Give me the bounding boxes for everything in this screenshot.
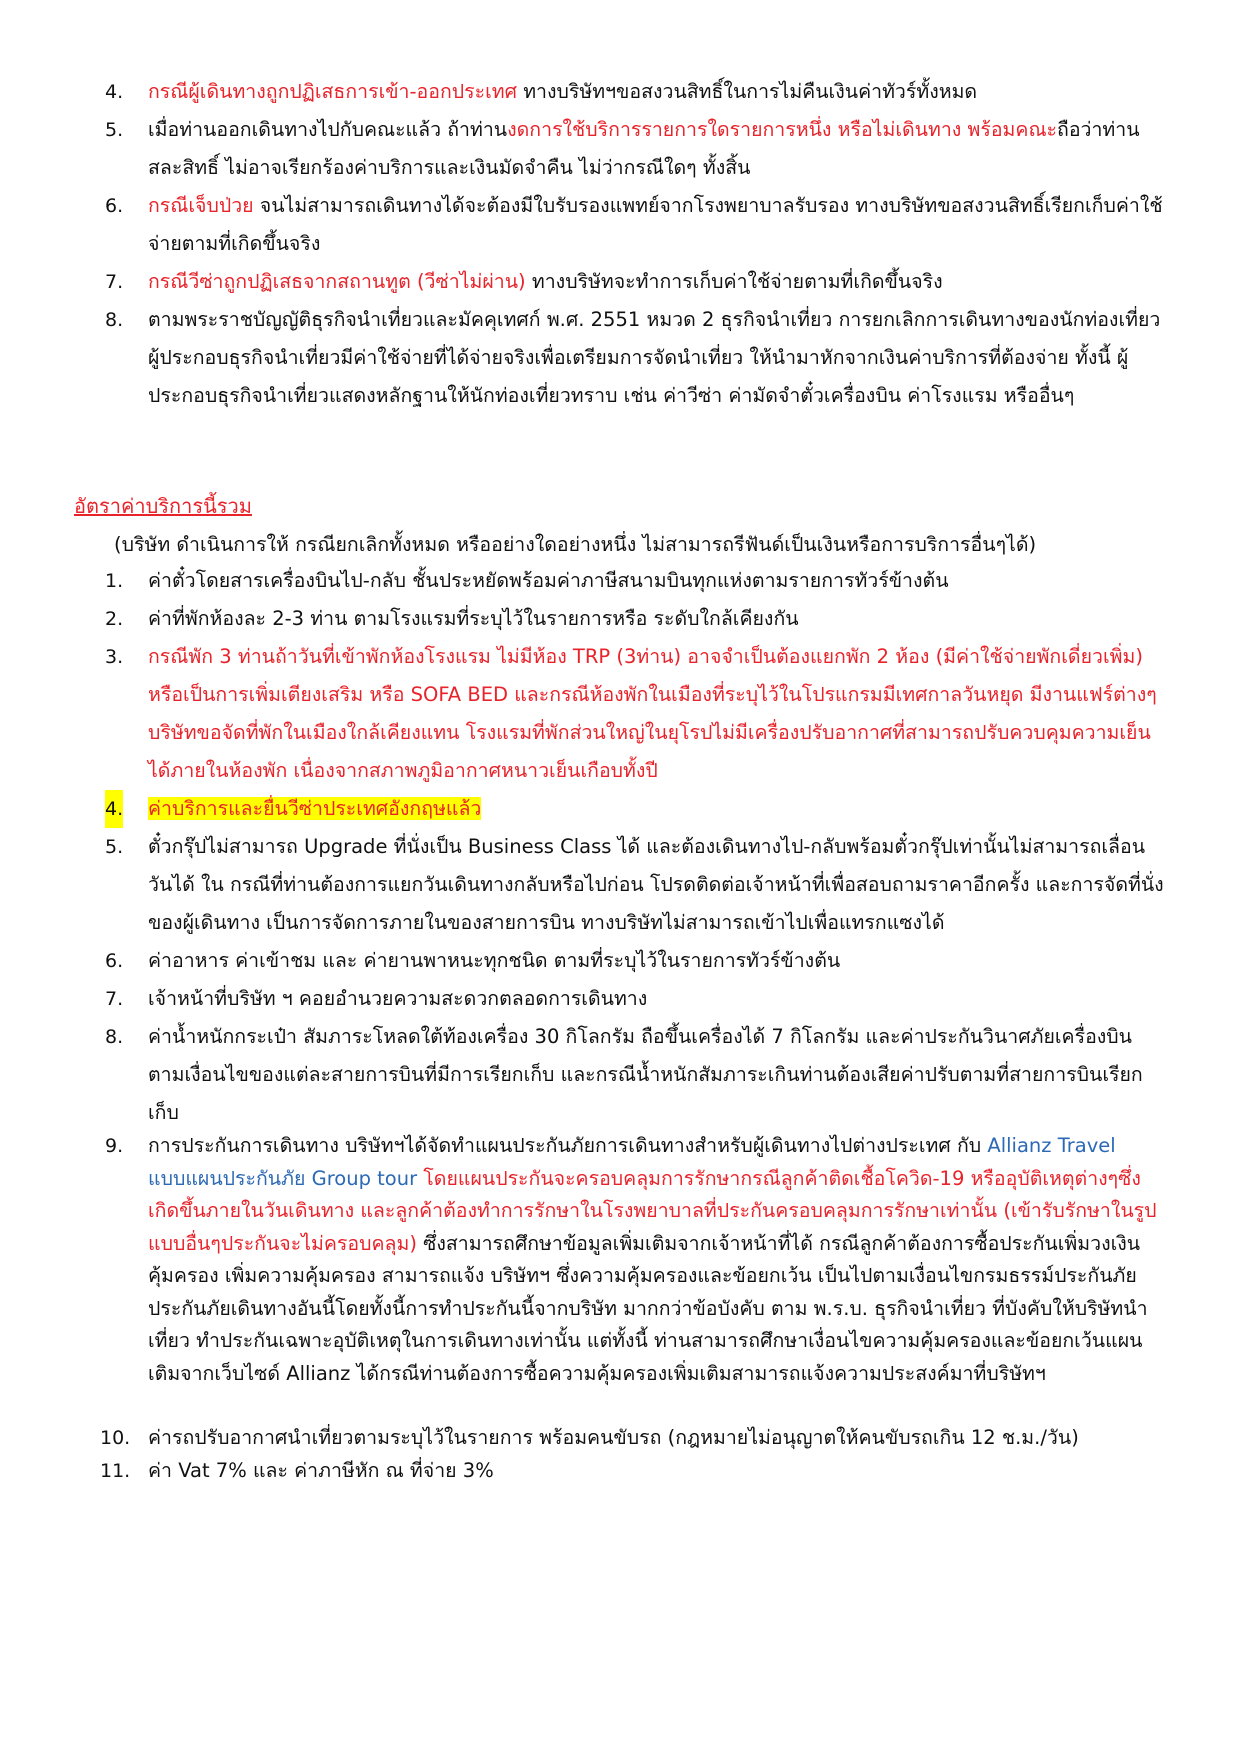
section-note: (บริษัท ดำเนินการให้ กรณียกเลิกทั้งหมด หรืออย่างใดอย่างหนึ่ง ไม่สามารถรีฟันด์เป็นเงินหรือการบริการอื่นๆได้) bbox=[114, 533, 1037, 556]
item-number: 4. bbox=[105, 81, 124, 103]
item-number: 6. bbox=[105, 950, 124, 972]
item-number: 5. bbox=[105, 836, 124, 858]
item-number: 10. bbox=[100, 1427, 131, 1449]
item-number: 9. bbox=[105, 1135, 124, 1157]
list-item bbox=[0, 942, 1241, 980]
item-number: 7. bbox=[105, 271, 124, 293]
item-number: 8. bbox=[105, 309, 124, 331]
item-number: 7. bbox=[105, 988, 124, 1010]
item-number: 8. bbox=[105, 1026, 124, 1048]
item-text: กรณีวีซ่าถูกปฏิเสธจากสถานทูต (วีซ่าไม่ผ่าน) ทางบริษัทจะทำการเก็บค่าใช้จ่ายตามที่เกิดขึ้นจริง bbox=[148, 270, 943, 293]
list-item bbox=[0, 111, 1241, 187]
section-heading: อัตราค่าบริการนี้รวม bbox=[74, 494, 252, 518]
item-text: ค่าที่พักห้องละ 2-3 ท่าน ตามโรงแรมที่ระบุไว้ในรายการหรือ ระดับใกล้เคียงกัน bbox=[148, 607, 799, 630]
item-text: กรณีพัก 3 ท่านถ้าวันที่เข้าพักห้องโรงแรม ไม่มีห้อง TRP (3ท่าน) อาจจำเป็นต้องแยกพัก 2 ห้อง (มีค่าใช้จ่ายพักเดี่ยวเพิ่ม) หรือเป็นการเพิ่มเตียงเสริม หรือ SOFA BED และกรณีห้องพักในเมืองที่ระบุไว้ในโปรแกรมมีเทศกาลวันหยุด มีงานแฟร์ต่างๆ บริษัทขอจัดที่พักในเมืองใกล้เคียงแทน โรงแรมที่พักส่วนใหญ่ในยุโรปไม่มีเครื่องปรับอากาศที่สามารถปรับควบคุมความเย็นได้ภายในห้องพัก เนื่องจากสภาพภูมิอากาศหนาวเย็นเกือบทั้งปี bbox=[148, 645, 1157, 782]
highlighted-text: ค่าบริการและยื่นวีซ่าประเทศอังกฤษแล้ว bbox=[148, 797, 482, 820]
list-item bbox=[0, 638, 1241, 790]
list-item bbox=[0, 980, 1241, 1018]
item-text: ค่าน้ำหนักกระเป๋า สัมภาระโหลดใต้ท้องเครื่อง 30 กิโลกรัม ถือขึ้นเครื่องได้ 7 กิโลกรัม และค่าประกันวินาศภัยเครื่องบินตามเงื่อนไขของแต่ละสายการบินที่มีการเรียกเก็บ และกรณีน้ำหนักสัมภาระเกินท่านต้องเสียค่าปรับตามที่สายการบินเรียกเก็บ bbox=[148, 1025, 1143, 1124]
item-text: ค่าตั๋วโดยสารเครื่องบินไป-กลับ ชั้นประหยัดพร้อมค่าภาษีสนามบินทุกแห่งตามรายการทัวร์ข้างต้น bbox=[148, 569, 949, 592]
item-text: ตั๋วกรุ๊ปไม่สามารถ Upgrade ที่นั่งเป็น Business Class ได้ และต้องเดินทางไป-กลับพร้อมตั๋วกรุ๊ปเท่านั้นไม่สามารถเลื่อนวันได้ ใน กรณีที่ท่านต้องการแยกวันเดินทางกลับหรือไปก่อน โปรดติดต่อเจ้าหน้าที่เพื่อสอบถามราคาอีกครั้ง และการจัดที่นั่งของผู้เดินทาง เป็นการจัดการภายในของสายการบิน ทางบริษัทไม่สามารถเข้าไปเพื่อแทรกแซงได้ bbox=[148, 835, 1164, 934]
included-list bbox=[0, 562, 1241, 1132]
item-number: 2. bbox=[105, 608, 124, 630]
item-text: ค่าอาหาร ค่าเข้าชม และ ค่ายานพาหนะทุกชนิด ตามที่ระบุไว้ในรายการทัวร์ข้างต้น bbox=[148, 949, 841, 972]
item-number: 4. bbox=[105, 790, 123, 828]
item-number: 6. bbox=[105, 195, 124, 217]
item-number: 11. bbox=[100, 1460, 131, 1482]
list-item bbox=[0, 1455, 1241, 1488]
item-text: เมื่อท่านออกเดินทางไปกับคณะแล้ว ถ้าท่านงดการใช้บริการรายการใดรายการหนึ่ง หรือไม่เดินทาง พร้อมคณะถือว่าท่านสละสิทธิ์ ไม่อาจเรียกร้องค่าบริการและเงินมัดจำคืน ไม่ว่ากรณีใดๆ ทั้งสิ้น bbox=[148, 118, 1140, 179]
list-item bbox=[0, 187, 1241, 263]
list-item bbox=[0, 562, 1241, 600]
item-text: กรณีเจ็บป่วย จนไม่สามารถเดินทางได้จะต้องมีใบรับรองแพทย์จากโรงพยาบาลรับรอง ทางบริษัทขอสงวนสิทธิ์เรียกเก็บค่าใช้จ่ายตามที่เกิดขึ้นจริง bbox=[148, 194, 1163, 255]
item-number: 3. bbox=[105, 646, 124, 668]
item-text: ค่ารถปรับอากาศนำเที่ยวตามระบุไว้ในรายการ พร้อมคนขับรถ (กฎหมายไม่อนุญาตให้คนขับรถเกิน 12 ช.ม./วัน) bbox=[148, 1426, 1079, 1449]
conditions-list bbox=[0, 73, 1241, 453]
list-item bbox=[0, 828, 1241, 942]
insurer-link: Allianz Travel แบบแผนประกันภัย Group tour bbox=[148, 1134, 1116, 1190]
item-text: การประกันการเดินทาง บริษัทฯได้จัดทำแผนประกันภัยการเดินทางสำหรับผู้เดินทางไปต่างประเทศ กับ Allianz Travel แบบแผนประกันภัย Group tour โดยแผนประกันจะครอบคลุมการรักษากรณีลูกค้าติดเชื้อโควิด-19 หรืออุบัติเหตุต่างๆซึ่งเกิดขึ้นภายในวันเดินทาง และลูกค้าต้องทำการรักษาในโรงพยาบาลที่ประกันครอบคลุมการรักษาเท่านั้น (เข้ารับรักษาในรูปแบบอื่นๆประกันจะไม่ครอบคลุม) ซึ่งสามารถศึกษาข้อมูลเพิ่มเติมจากเจ้าหน้าที่ได้ กรณีลูกค้าต้องการซื้อประกันเพิ่มวงเงินคุ้มครอง เพิ่มความคุ้มครอง สามารถแจ้ง บริษัทฯ ซึ่งความคุ้มครองและข้อยกเว้น เป็นไปตามเงื่อนไขกรมธรรม์ประกันภัย ประกันภัยเดินทางอันนี้โดยทั้งนี้การทำประกันนี้จากบริษัท มากกว่าข้อบังคับ ตาม พ.ร.บ. ธุรกิจนำเที่ยว ที่บังคับให้บริษัทนำเที่ยว ทำประกันเฉพาะอุบัติเหตุในการเดินทางเท่านั้น แต่ทั้งนี้ ท่านสามารถศึกษาเงื่อนไขความคุ้มครองและข้อยกเว้นแผนเติมจากเว็บไซด์ Allianz ได้กรณีท่านต้องการซื้อความคุ้มครองเพิ่มเติมสามารถแจ้งความประสงค์มาที่บริษัทฯ bbox=[148, 1134, 1157, 1385]
item-number: 5. bbox=[105, 119, 124, 141]
list-item bbox=[0, 1018, 1241, 1132]
included-list-continued bbox=[0, 1130, 1241, 1488]
list-item bbox=[0, 1130, 1241, 1422]
item-text: ค่า Vat 7% และ ค่าภาษีหัก ณ ที่จ่าย 3% bbox=[148, 1459, 494, 1482]
list-item bbox=[0, 600, 1241, 638]
list-item bbox=[0, 1422, 1241, 1455]
list-item bbox=[0, 73, 1241, 111]
item-text: ตามพระราชบัญญัติธุรกิจนำเที่ยวและมัคคุเทศก์ พ.ศ. 2551 หมวด 2 ธุรกิจนำเที่ยว การยกเลิกการเดินทางของนักท่องเที่ยว ผู้ประกอบธุรกิจนำเที่ยวมีค่าใช้จ่ายที่ได้จ่ายจริงเพื่อเตรียมการจัดนำเที่ยว ให้นำมาหักจากเงินค่าบริการที่ต้องจ่าย ทั้งนี้ ผู้ประกอบธุรกิจนำเที่ยวแสดงหลักฐานให้นักท่องเที่ยวทราบ เช่น ค่าวีซ่า ค่ามัดจำตั๋วเครื่องบิน ค่าโรงแรม หรืออื่นๆ bbox=[148, 308, 1161, 407]
item-text: เจ้าหน้าที่บริษัท ฯ คอยอำนวยความสะดวกตลอดการเดินทาง bbox=[148, 987, 648, 1010]
list-item bbox=[0, 790, 1241, 828]
item-number: 1. bbox=[105, 570, 124, 592]
list-item bbox=[0, 263, 1241, 301]
item-text: กรณีผู้เดินทางถูกปฏิเสธการเข้า-ออกประเทศ ทางบริษัทฯขอสงวนสิทธิ์ในการไม่คืนเงินค่าทัวร์ทั้งหมด bbox=[148, 80, 978, 103]
item-text bbox=[148, 790, 1168, 828]
list-item bbox=[0, 301, 1241, 453]
